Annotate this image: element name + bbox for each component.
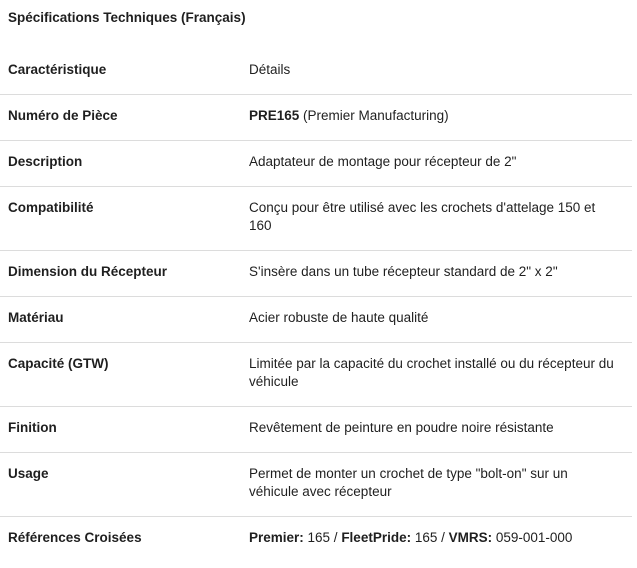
table-row	[0, 187, 632, 251]
row-key-material: Matériau	[0, 297, 241, 343]
table-header-row	[0, 49, 632, 95]
table-row	[0, 407, 632, 453]
row-key-compatibility: Compatibilité	[0, 187, 241, 251]
row-key-cross-references: Références Croisées	[8, 530, 142, 545]
row-value-cross-references	[241, 517, 632, 563]
table-row	[0, 141, 632, 187]
row-key-capacity: Capacité (GTW)	[0, 343, 241, 407]
column-header-feature: Caractéristique	[0, 49, 241, 95]
table-row	[0, 251, 632, 297]
ref-value-premier: 165 /	[303, 530, 342, 545]
table-row	[0, 343, 632, 407]
ref-label-fleetpride: FleetPride:	[341, 530, 412, 545]
row-value-capacity: Limitée par la capacité du crochet installé ou du récepteur du véhicule	[241, 343, 632, 407]
table-row	[0, 517, 632, 563]
part-number-manufacturer: (Premier Manufacturing)	[299, 108, 449, 123]
row-key-description: Description	[0, 141, 241, 187]
row-value-finish: Revêtement de peinture en poudre noire résistante	[241, 407, 632, 453]
table-row	[0, 95, 632, 141]
table-row	[0, 297, 632, 343]
ref-value-fleetpride: 165 /	[411, 530, 449, 545]
table-row	[0, 453, 632, 517]
row-value-usage: Permet de monter un crochet de type "bolt-on" sur un véhicule avec récepteur	[241, 453, 632, 517]
column-header-details: Détails	[241, 49, 632, 95]
row-key-receiver-dimension: Dimension du Récepteur	[0, 251, 241, 297]
row-value-part-number	[241, 95, 632, 141]
ref-label-premier: Premier:	[249, 530, 304, 545]
row-key-part-number: Numéro de Pièce	[0, 95, 241, 141]
part-number-bold: PRE165	[249, 108, 300, 123]
section-title: Spécifications Techniques (Français)	[8, 10, 246, 25]
row-value-description: Adaptateur de montage pour récepteur de 2"	[241, 141, 632, 187]
ref-label-vmrs: VMRS:	[448, 530, 493, 545]
row-value-material: Acier robuste de haute qualité	[241, 297, 632, 343]
row-key-usage: Usage	[0, 453, 241, 517]
row-value-compatibility: Conçu pour être utilisé avec les crochets d'attelage 150 et 160	[241, 187, 632, 251]
spec-table	[0, 49, 632, 562]
row-key-finish: Finition	[0, 407, 241, 453]
ref-value-vmrs: 059-001-000	[492, 530, 573, 545]
row-value-receiver-dimension: S'insère dans un tube récepteur standard de 2" x 2"	[241, 251, 632, 297]
